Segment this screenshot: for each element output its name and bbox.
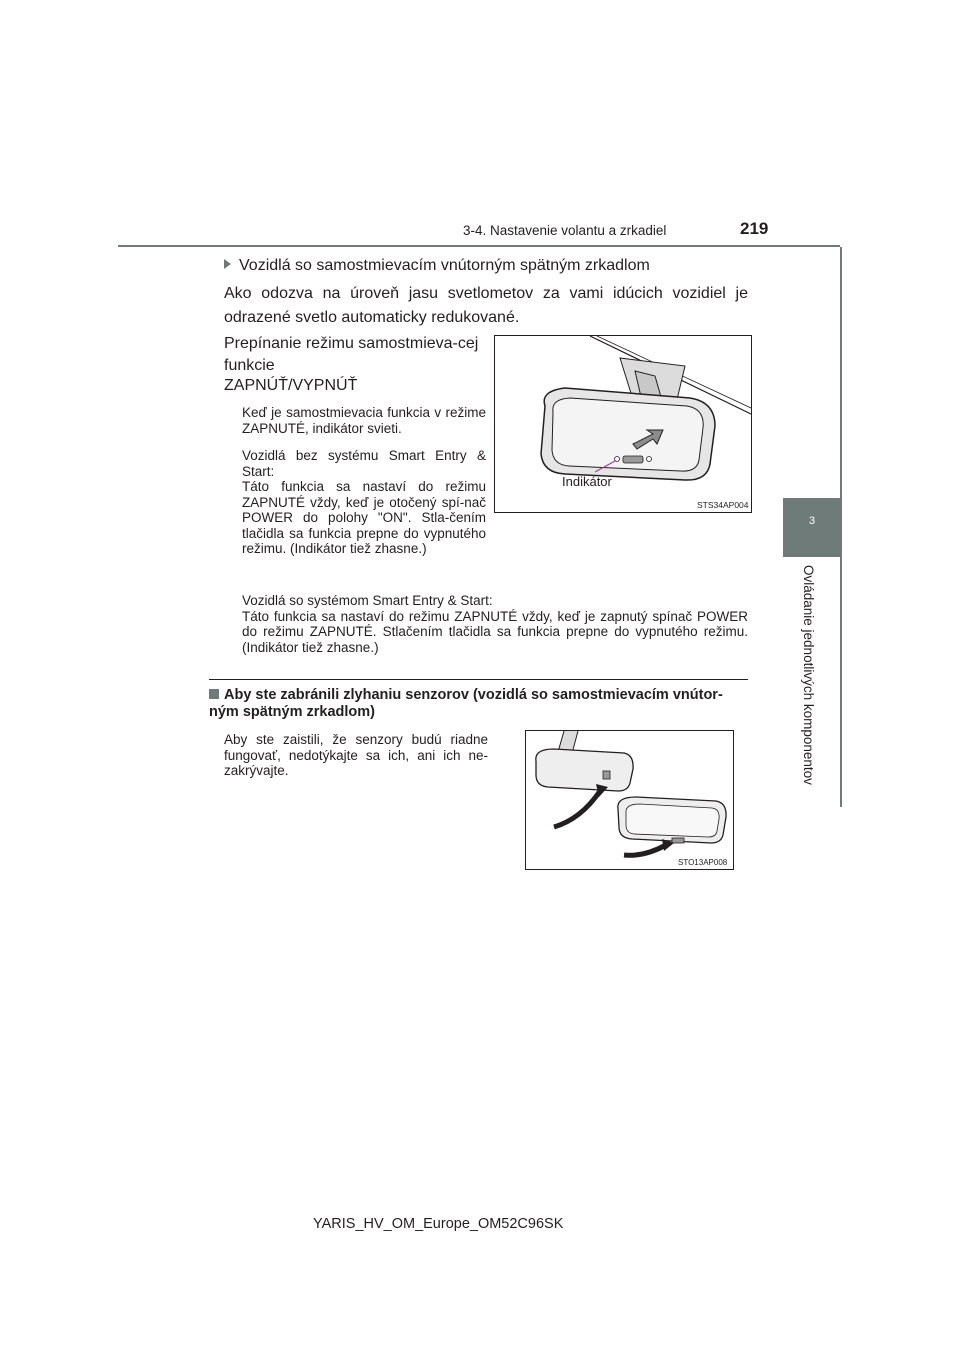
side-rule (840, 247, 842, 807)
subsection-body: Aby ste zaistili, že senzory budú riadne fungovať, nedotýkajte sa ich, ani ich ne-zakrývajte. (224, 732, 488, 778)
subsection-heading (209, 687, 749, 721)
figure2-code: STO13AP008 (678, 858, 728, 867)
bullet-heading-text: Vozidlá so samostmievacím vnútorným spätným zrkadlom (239, 257, 650, 274)
mode-subtitle: ZAPNÚŤ/VYPNÚŤ (224, 377, 358, 394)
document-id: YARIS_HV_OM_Europe_OM52C96SK (313, 1216, 564, 1232)
figure-mirror-indicator (494, 335, 752, 513)
chapter-number: 3 (808, 515, 816, 527)
bullet-heading (224, 257, 650, 275)
chapter-tab (783, 498, 841, 557)
subsection-heading-text: Aby ste zabránili zlyhaniu senzorov (vozidlá so samostmievacím vnútor-ným spätným zrkadlom) (209, 687, 723, 720)
page-number: 219 (740, 219, 769, 238)
indicator-label: Indikátor (562, 474, 612, 489)
figure-mirror-sensors (525, 730, 734, 870)
intro-paragraph: Ako odozva na úroveň jasu svetlometov za vami idúcich vozidiel je odrazené svetlo automaticky redukované. (224, 285, 748, 326)
header-rule (118, 245, 840, 247)
sensors-illustration (526, 731, 733, 869)
mode-title: Prepínanie režimu samostmieva-cej funkcie (224, 335, 479, 374)
separator-rule (209, 679, 748, 680)
note-without-smart-entry: Vozidlá bez systému Smart Entry & Start: Táto funkcia sa nastaví do režimu ZAPNUTÉ vždy, keď je otočený spí-nač POWER do polohy "ON". Stla-čením tlačidla sa funkcia prepne do vypnutého režimu. (Indikátor tiež zhasne.) (242, 448, 486, 556)
section-title: 3-4. Nastavenie volantu a zrkadiel (463, 223, 667, 238)
mirror-illustration (495, 336, 751, 512)
chapter-title: Ovládanie jednotlivých komponentov (801, 565, 816, 785)
figure1-code: STS34AP004 (697, 500, 749, 510)
note-on-state: Keď je samostmievacia funkcia v režime ZAPNUTÉ, indikátor svieti. (242, 405, 486, 436)
triangle-bullet-icon (224, 259, 231, 269)
square-bullet-icon (209, 689, 219, 699)
note-with-smart-entry: Vozidlá so systémom Smart Entry & Start: Táto funkcia sa nastaví do režimu ZAPNUTÉ vždy, keď je zapnutý spínač POWER do režimu ZAPNUTÉ. Stlačením tlačidla sa funkcia prepne do vypnutého režimu. (Indikátor tiež zhasne.) (242, 593, 748, 655)
